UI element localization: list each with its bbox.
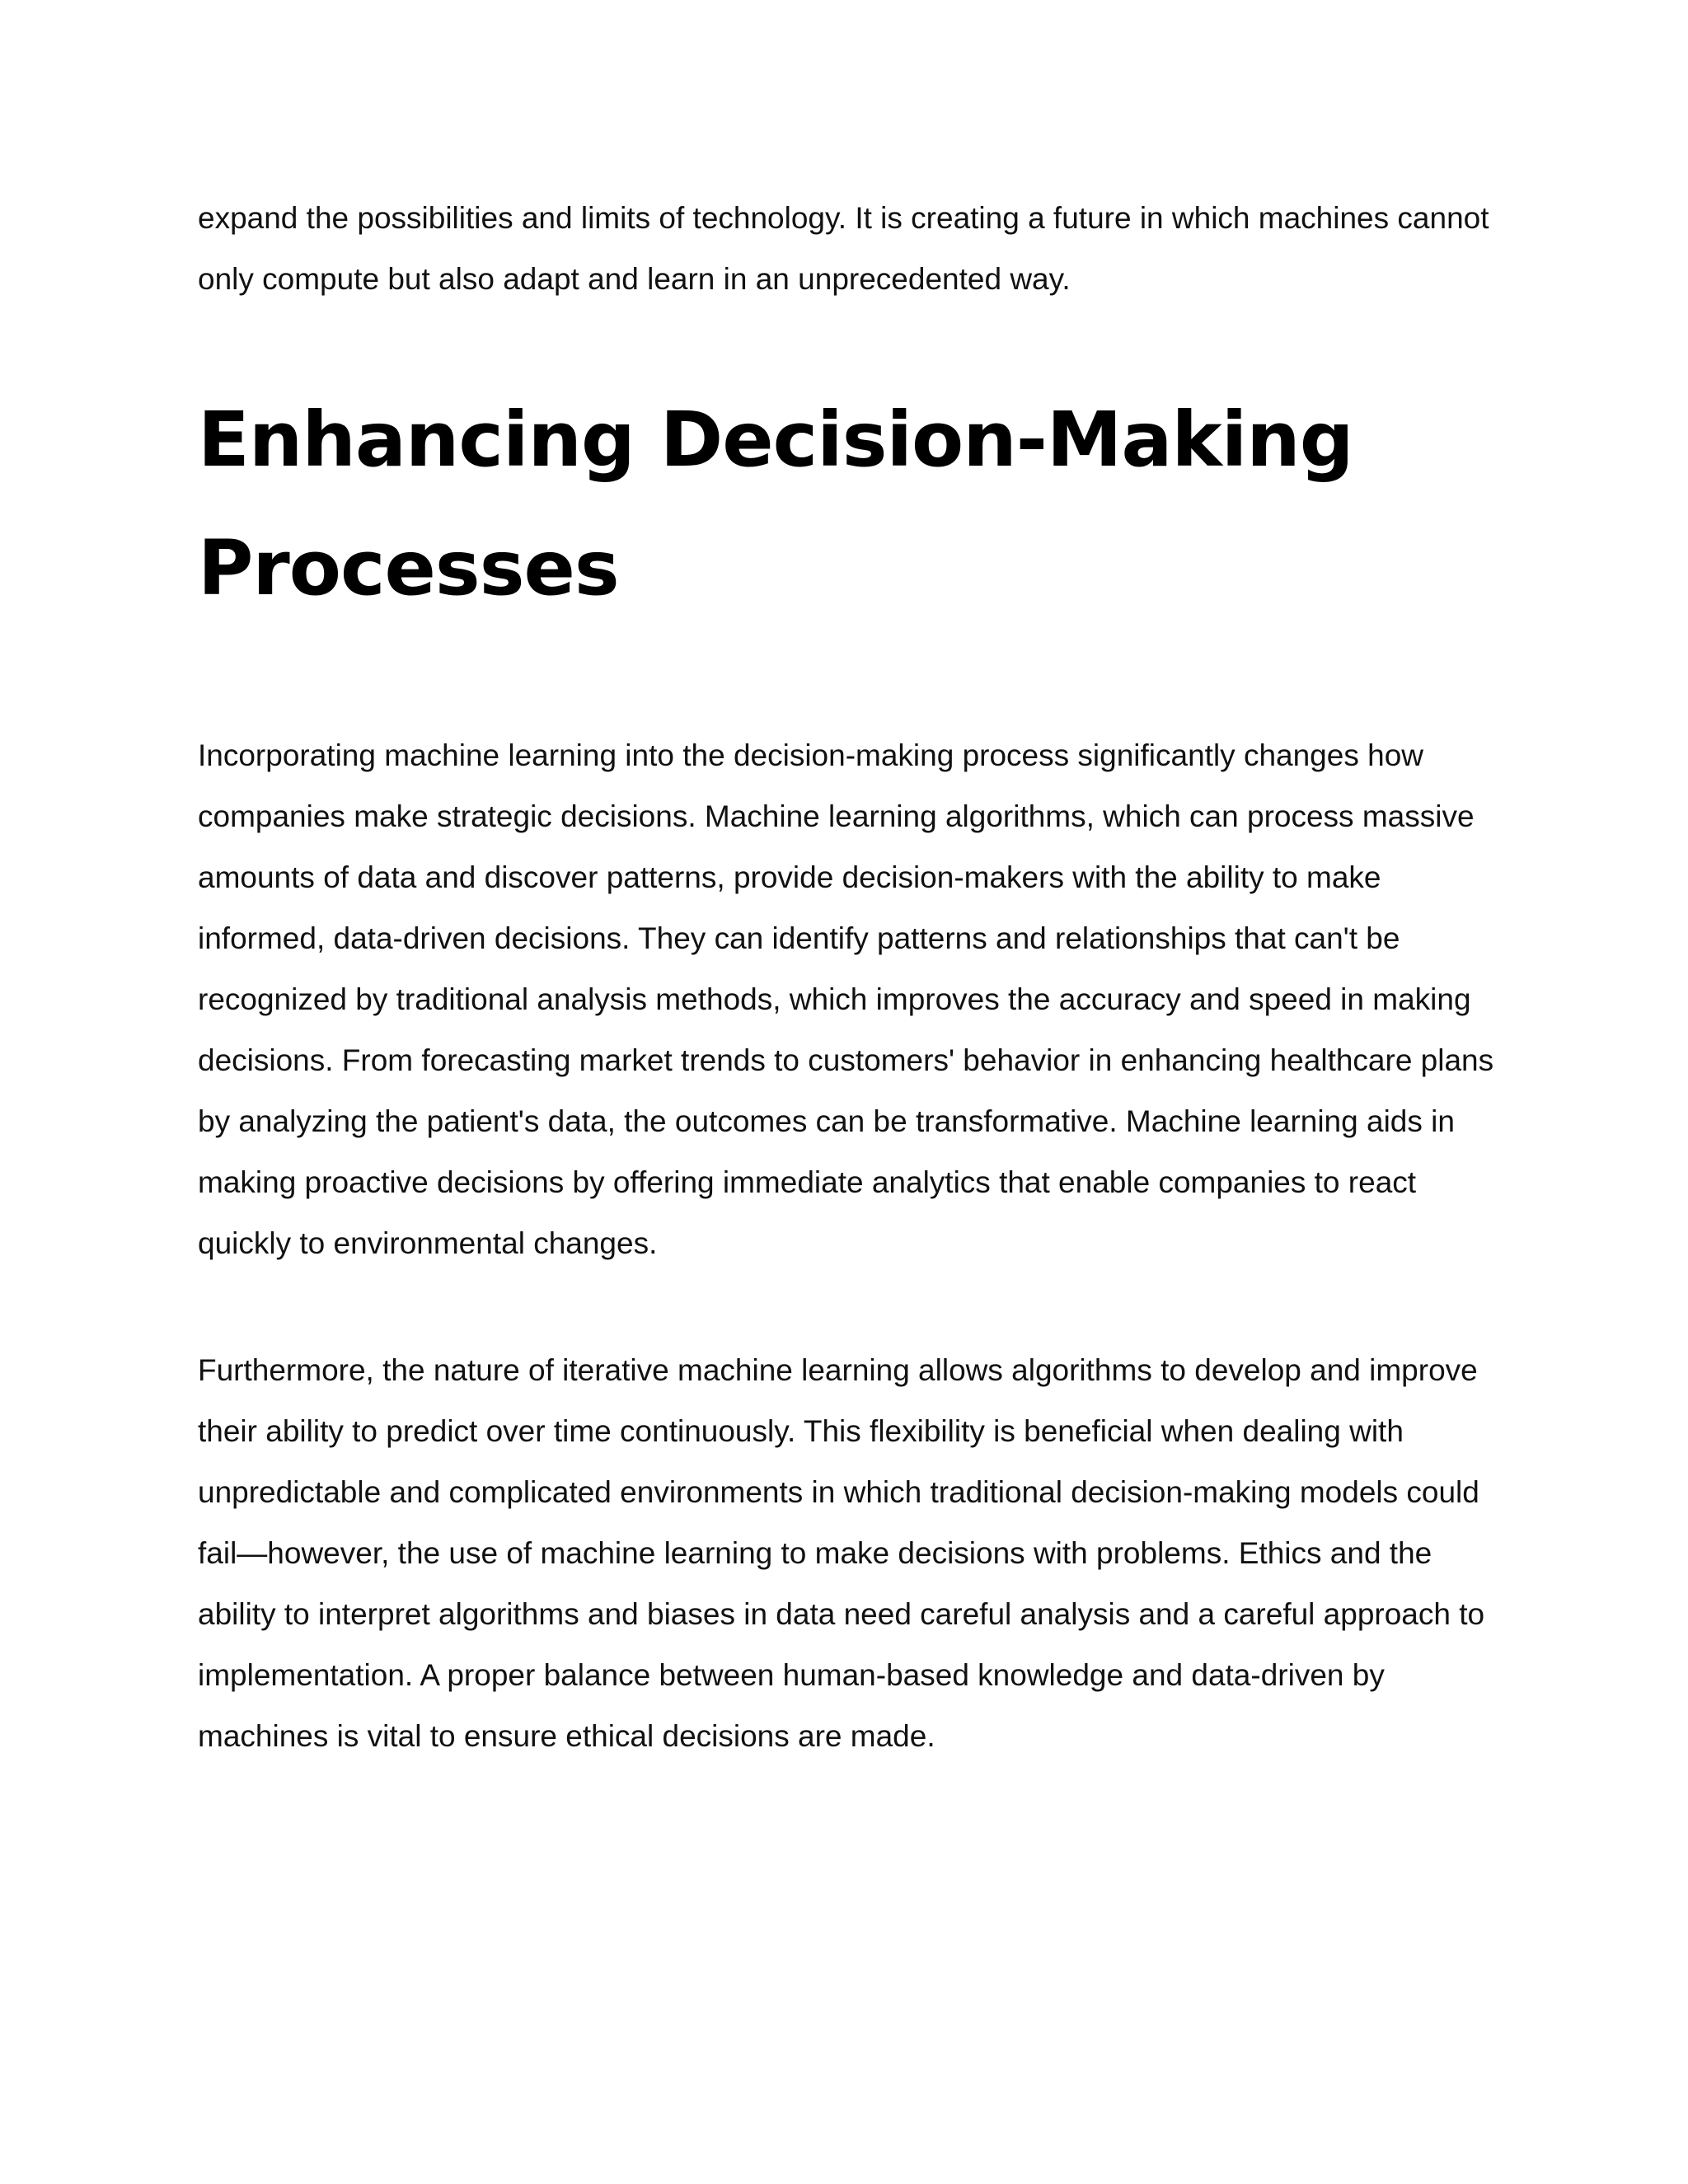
body-paragraph-2: Furthermore, the nature of iterative machine learning allows algorithms to develop and improve their ability to predict over time continuously. This flexibility is beneficial when dealing with unpredictable and complicated environments in which traditional decision-making models could fail—however, the use of machine learning to make decisions with problems. Ethics and the ability to interpret algorithms and biases in data need careful analysis and a careful approach to implementation. A proper balance between human-based knowledge and data-driven by machines is vital to ensure ethical decisions are made. [198,1353,1485,1753]
intro-paragraph: expand the possibilities and limits of technology. It is creating a future in which machines cannot only compute but also adapt and learn in an unprecedented way. [198,201,1489,296]
body-paragraph-1: Incorporating machine learning into the decision-making process significantly changes how companies make strategic decisions. Machine learning algorithms, which can process massive amounts of data and discover patterns, provide decision-makers with the ability to make informed, data-driven decisions. They can identify patterns and relationships that can't be recognized by traditional analysis methods, which improves the accuracy and speed in making decisions. From forecasting market trends to customers' behavior in enhancing healthcare plans by analyzing the patient's data, the outcomes can be transformative. Machine learning aids in making proactive decisions by offering immediate analytics that enable companies to react quickly to environmental changes. [198,738,1494,1260]
section-heading: Enhancing Decision-Making Processes [198,396,1353,612]
document-body [198,188,1500,1833]
